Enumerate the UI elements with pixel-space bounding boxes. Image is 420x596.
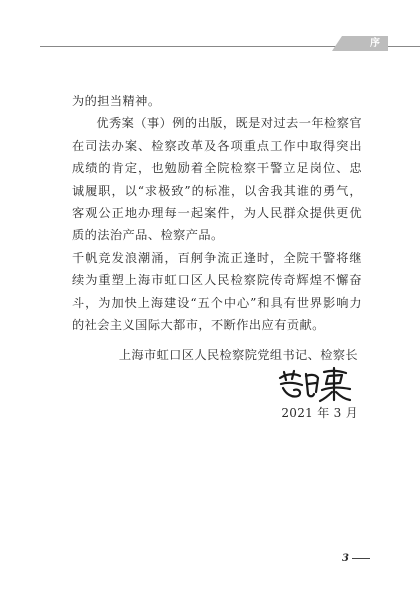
paragraph-3: 千帆竞发浪潮涌，百舸争流正逢时，全院干警将继续为重塑上海市虹口区人民检察院传奇辉煌不懈奋斗，为加快上海建设“五个中心”和具有世界影响力的社会主义国际大都市，不断作出应有贡献。: [72, 250, 362, 333]
page-number-block: [342, 553, 370, 564]
signatory-title: 上海市虹口区人民检察院党组书记、检察长: [118, 348, 358, 362]
paragraph-1: 为的担当精神。: [72, 94, 161, 108]
paragraph-2: 优秀案（事）例的出版，既是对过去一年检察官在司法办案、检察改革及各项重点工作中取得突出成绩的肯定，也勉励着全院检察干警立足岗位、忠诚履职，以“求极致”的标准，以舍我其谁的勇气，客观公正地办理每一起案件，为人民群众提供更优质的法治产品、检察产品。: [72, 116, 362, 243]
handwritten-signature: [276, 366, 354, 404]
body-text: [72, 90, 362, 336]
page-number-dash: [352, 558, 370, 559]
signature-date: 2021 年 3 月: [281, 406, 358, 420]
header-section-label: 序: [370, 38, 380, 49]
page-number: 3: [342, 553, 349, 564]
